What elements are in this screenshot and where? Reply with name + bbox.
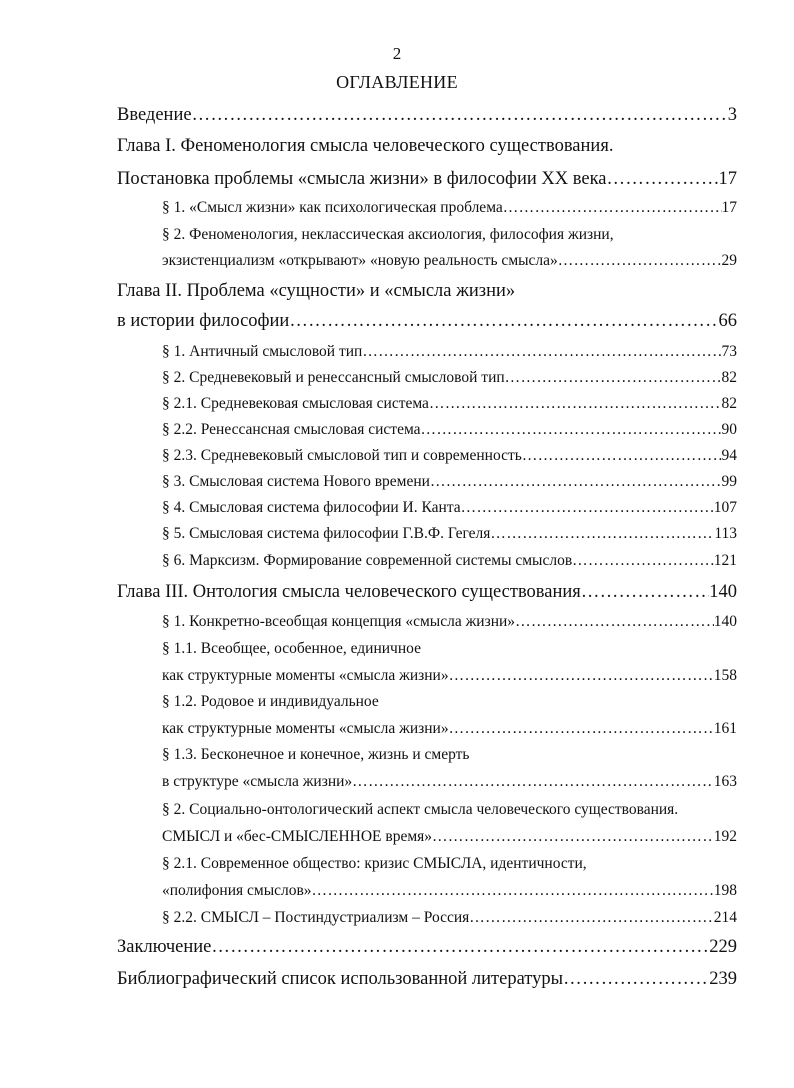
toc-section-3-1-1[interactable]	[162, 665, 737, 687]
dot-leader	[469, 907, 713, 929]
dot-leader	[192, 102, 728, 128]
toc-entry-title: § 1. «Смысл жизни» как психологическая проблема	[162, 199, 503, 216]
toc-entry-title: § 2.3. Средневековый смысловой тип и современность	[162, 447, 522, 464]
toc-entry-title: § 2.2. СМЫСЛ – Постиндустриализм – Россия	[162, 909, 470, 926]
toc-entry-title: § 6. Марксизм. Формирование современной системы смыслов	[162, 552, 573, 569]
toc-section-2-5[interactable]	[162, 523, 737, 545]
toc-section-3-1-3-line1[interactable]: § 1.3. Бесконечное и конечное, жизнь и смерть	[162, 746, 470, 763]
toc-section-3-1-2-line1[interactable]: § 1.2. Родовое и индивидуальное	[162, 693, 379, 710]
toc-entry-page: 140	[713, 613, 737, 630]
toc-section-2-2-1[interactable]	[162, 393, 737, 415]
toc-entry-title: § 1. Конкретно-всеобщая концепция «смысла жизни»	[162, 613, 516, 630]
toc-entry-title: § 2. Средневековый и ренессансный смысловой тип	[162, 369, 505, 386]
dot-leader	[429, 393, 722, 415]
dot-leader	[211, 934, 709, 960]
toc-entry-title: § 2.1. Средневековая смысловая система	[162, 395, 429, 412]
toc-entry-bibliography[interactable]	[117, 966, 737, 992]
dot-leader	[312, 880, 714, 902]
toc-entry-page: 73	[721, 343, 737, 360]
dot-leader	[289, 308, 718, 334]
toc-entry-page: 192	[713, 828, 737, 845]
toc-section-3-2-line1[interactable]: § 2. Социально-онтологический аспект смысла человеческого существования.	[162, 801, 679, 818]
dot-leader	[449, 718, 714, 740]
toc-section-3-1[interactable]	[162, 611, 737, 633]
dot-leader	[421, 419, 722, 441]
toc-entry-title: § 2.2. Ренессансная смысловая система	[162, 421, 421, 438]
toc-entry-conclusion[interactable]	[117, 934, 737, 960]
toc-entry-page: 113	[714, 525, 737, 542]
dot-leader	[432, 826, 714, 848]
dot-leader	[607, 166, 719, 192]
toc-entry-page: 17	[718, 169, 737, 189]
toc-section-2-1[interactable]	[162, 341, 737, 363]
toc-entry-title: Заключение	[117, 937, 212, 957]
toc-section-3-1-1-line1[interactable]: § 1.1. Всеобщее, особенное, единичное	[162, 640, 421, 657]
toc-entry-page: 121	[713, 552, 737, 569]
page-title: ОГЛАВЛЕНИЕ	[336, 72, 458, 92]
toc-section-3-2-2[interactable]	[162, 907, 737, 929]
toc-entry-page: 198	[713, 882, 737, 899]
toc-chapter-1-line1[interactable]: Глава I. Феноменология смысла человеческого существования.	[117, 136, 614, 156]
toc-entry-page: 161	[713, 720, 737, 737]
toc-section-2-4[interactable]	[162, 497, 737, 519]
toc-section-2-2-3[interactable]	[162, 445, 737, 467]
toc-entry-title: в структуре «смысла жизни»	[162, 773, 353, 790]
toc-entry-page: 94	[721, 447, 737, 464]
toc-entry-title: экзистенциализм «открывают» «новую реальность смысла»	[162, 252, 558, 269]
dot-leader	[563, 966, 709, 992]
toc-entry-page: 163	[713, 773, 737, 790]
toc-entry-title: § 1. Античный смысловой тип	[162, 343, 363, 360]
toc-entry-page: 82	[721, 369, 737, 386]
toc-section-3-1-3[interactable]	[162, 771, 737, 793]
dot-leader	[430, 471, 722, 493]
toc-chapter-2[interactable]	[117, 308, 737, 334]
toc-entry-page: 158	[713, 667, 737, 684]
dot-leader	[515, 611, 714, 633]
dot-leader	[581, 579, 709, 605]
toc-entry-title: Библиографический список использованной литературы	[117, 969, 564, 989]
page-number: 2	[392, 44, 402, 63]
dot-leader	[352, 771, 714, 793]
toc-entry-title: как структурные моменты «смысла жизни»	[162, 667, 449, 684]
toc-section-3-2-1[interactable]	[162, 880, 737, 902]
toc-entry-intro[interactable]	[117, 102, 737, 128]
toc-entry-page: 107	[713, 499, 737, 516]
dot-leader	[490, 523, 714, 545]
toc-entry-title: Постановка проблемы «смысла жизни» в философии XX века	[117, 169, 607, 189]
toc-section-2-6[interactable]	[162, 550, 737, 572]
toc-section-1-2-line1[interactable]: § 2. Феноменология, неклассическая аксиология, философия жизни,	[162, 226, 614, 243]
toc-entry-title: § 5. Смысловая система философии Г.В.Ф. Гегеля	[162, 525, 491, 542]
toc-section-1-1[interactable]	[162, 197, 737, 219]
dot-leader	[461, 497, 714, 519]
dot-leader	[522, 445, 722, 467]
toc-entry-title: в истории философии	[117, 311, 290, 331]
toc-entry-page: 3	[727, 105, 737, 125]
toc-chapter-1[interactable]	[117, 166, 737, 192]
toc-entry-page: 140	[709, 582, 737, 602]
toc-entry-title: Введение	[117, 105, 192, 125]
dot-leader	[572, 550, 714, 572]
toc-section-3-1-2[interactable]	[162, 718, 737, 740]
toc-entry-title: Глава III. Онтология смысла человеческого существования	[117, 582, 581, 602]
toc-entry-title: «полифония смыслов»	[162, 882, 312, 899]
dot-leader	[503, 197, 722, 219]
toc-entry-page: 90	[721, 421, 737, 438]
dot-leader	[505, 367, 722, 389]
dot-leader	[449, 665, 714, 687]
toc-entry-page: 29	[721, 252, 737, 269]
toc-entry-page: 214	[713, 909, 737, 926]
toc-entry-page: 239	[709, 969, 737, 989]
dot-leader	[558, 250, 722, 272]
toc-section-2-2-2[interactable]	[162, 419, 737, 441]
toc-chapter-2-line1[interactable]: Глава II. Проблема «сущности» и «смысла жизни»	[117, 281, 516, 301]
toc-entry-page: 229	[709, 937, 737, 957]
toc-section-2-2[interactable]	[162, 367, 737, 389]
dot-leader	[362, 341, 721, 363]
toc-section-1-2[interactable]	[162, 250, 737, 272]
toc-entry-title: СМЫСЛ и «бес-СМЫСЛЕННОЕ время»	[162, 828, 433, 845]
toc-section-2-3[interactable]	[162, 471, 737, 493]
toc-entry-title: как структурные моменты «смысла жизни»	[162, 720, 449, 737]
toc-section-3-2[interactable]	[162, 826, 737, 848]
toc-entry-title: § 3. Смысловая система Нового времени	[162, 473, 430, 490]
toc-entry-title: § 4. Смысловая система философии И. Канта	[162, 499, 461, 516]
toc-entry-page: 99	[721, 473, 737, 490]
toc-entry-page: 66	[718, 311, 737, 331]
toc-entry-page: 82	[721, 395, 737, 412]
toc-chapter-3[interactable]	[117, 579, 737, 605]
toc-entry-page: 17	[721, 199, 737, 216]
toc-section-3-2-1-line1[interactable]: § 2.1. Современное общество: кризис СМЫСЛА, идентичности,	[162, 855, 587, 872]
